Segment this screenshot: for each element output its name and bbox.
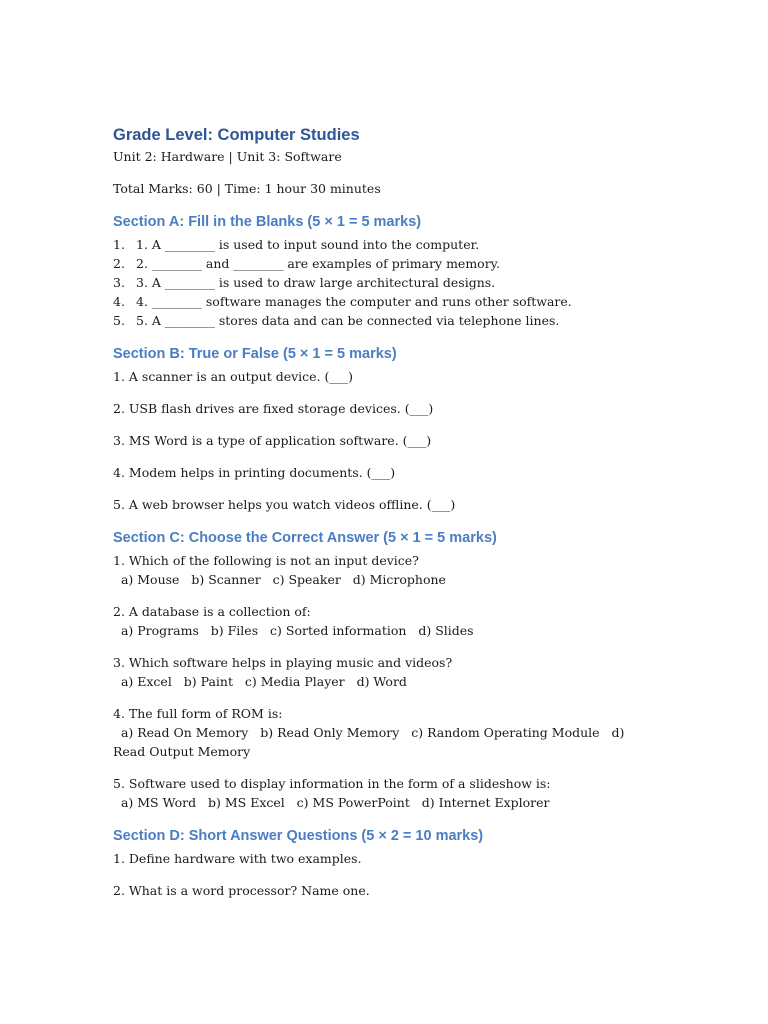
mcq-question (113, 602, 653, 640)
section-a-heading: Section A: Fill in the Blanks (5 × 1 = 5 marks) (113, 214, 422, 230)
list-item (113, 311, 653, 330)
question-text: 4. ________ software manages the computer and runs other software. (136, 294, 572, 309)
mcq-options: a) Excel b) Paint c) Media Player d) Word (113, 674, 407, 689)
list-item (113, 254, 653, 273)
list-number: 2. (113, 256, 125, 271)
section-d-list (113, 849, 653, 900)
mcq-options: a) Mouse b) Scanner c) Speaker d) Microphone (113, 572, 446, 587)
short-answer-item: 2. What is a word processor? Name one. (113, 883, 370, 898)
list-item (113, 292, 653, 311)
section-c-heading: Section C: Choose the Correct Answer (5 × 1 = 5 marks) (113, 530, 497, 546)
true-false-item: 4. Modem helps in printing documents. (___) (113, 465, 396, 480)
mcq-question-text: 2. A database is a collection of: (113, 604, 311, 619)
page-title: Grade Level: Computer Studies (113, 126, 360, 144)
mcq-question-text: 1. Which of the following is not an input device? (113, 553, 419, 568)
section-b-list (113, 367, 653, 514)
true-false-item: 3. MS Word is a type of application software. (___) (113, 433, 432, 448)
mcq-question (113, 774, 653, 812)
section-a-list (113, 235, 653, 330)
mcq-question (113, 551, 653, 589)
mcq-question (113, 653, 653, 691)
mcq-question (113, 704, 653, 761)
list-item (113, 235, 653, 254)
true-false-item: 1. A scanner is an output device. (___) (113, 369, 354, 384)
list-number: 5. (113, 313, 125, 328)
mcq-question-text: 3. Which software helps in playing music and videos? (113, 655, 453, 670)
list-number: 3. (113, 275, 125, 290)
question-text: 2. ________ and ________ are examples of primary memory. (136, 256, 501, 271)
section-d-heading: Section D: Short Answer Questions (5 × 2 = 10 marks) (113, 828, 484, 844)
list-number: 1. (113, 237, 125, 252)
units-line: Unit 2: Hardware | Unit 3: Software (113, 149, 342, 164)
section-b-heading: Section B: True or False (5 × 1 = 5 marks) (113, 346, 397, 362)
question-text: 1. A ________ is used to input sound into the computer. (136, 237, 480, 252)
list-number: 4. (113, 294, 125, 309)
totals-line: Total Marks: 60 | Time: 1 hour 30 minutes (113, 181, 381, 196)
section-c-list (113, 551, 653, 812)
list-item (113, 273, 653, 292)
question-text: 3. A ________ is used to draw large architectural designs. (136, 275, 496, 290)
mcq-question-text: 5. Software used to display information in the form of a slideshow is: (113, 776, 551, 791)
mcq-options: a) Read On Memory b) Read Only Memory c) Random Operating Module d) Read Output Memory (113, 725, 625, 759)
question-text: 5. A ________ stores data and can be connected via telephone lines. (136, 313, 560, 328)
true-false-item: 2. USB flash drives are fixed storage devices. (___) (113, 401, 434, 416)
mcq-options: a) MS Word b) MS Excel c) MS PowerPoint d) Internet Explorer (113, 795, 550, 810)
true-false-item: 5. A web browser helps you watch videos offline. (___) (113, 497, 456, 512)
short-answer-item: 1. Define hardware with two examples. (113, 851, 362, 866)
worksheet-page (113, 124, 653, 900)
mcq-question-text: 4. The full form of ROM is: (113, 706, 283, 721)
mcq-options: a) Programs b) Files c) Sorted information d) Slides (113, 623, 474, 638)
